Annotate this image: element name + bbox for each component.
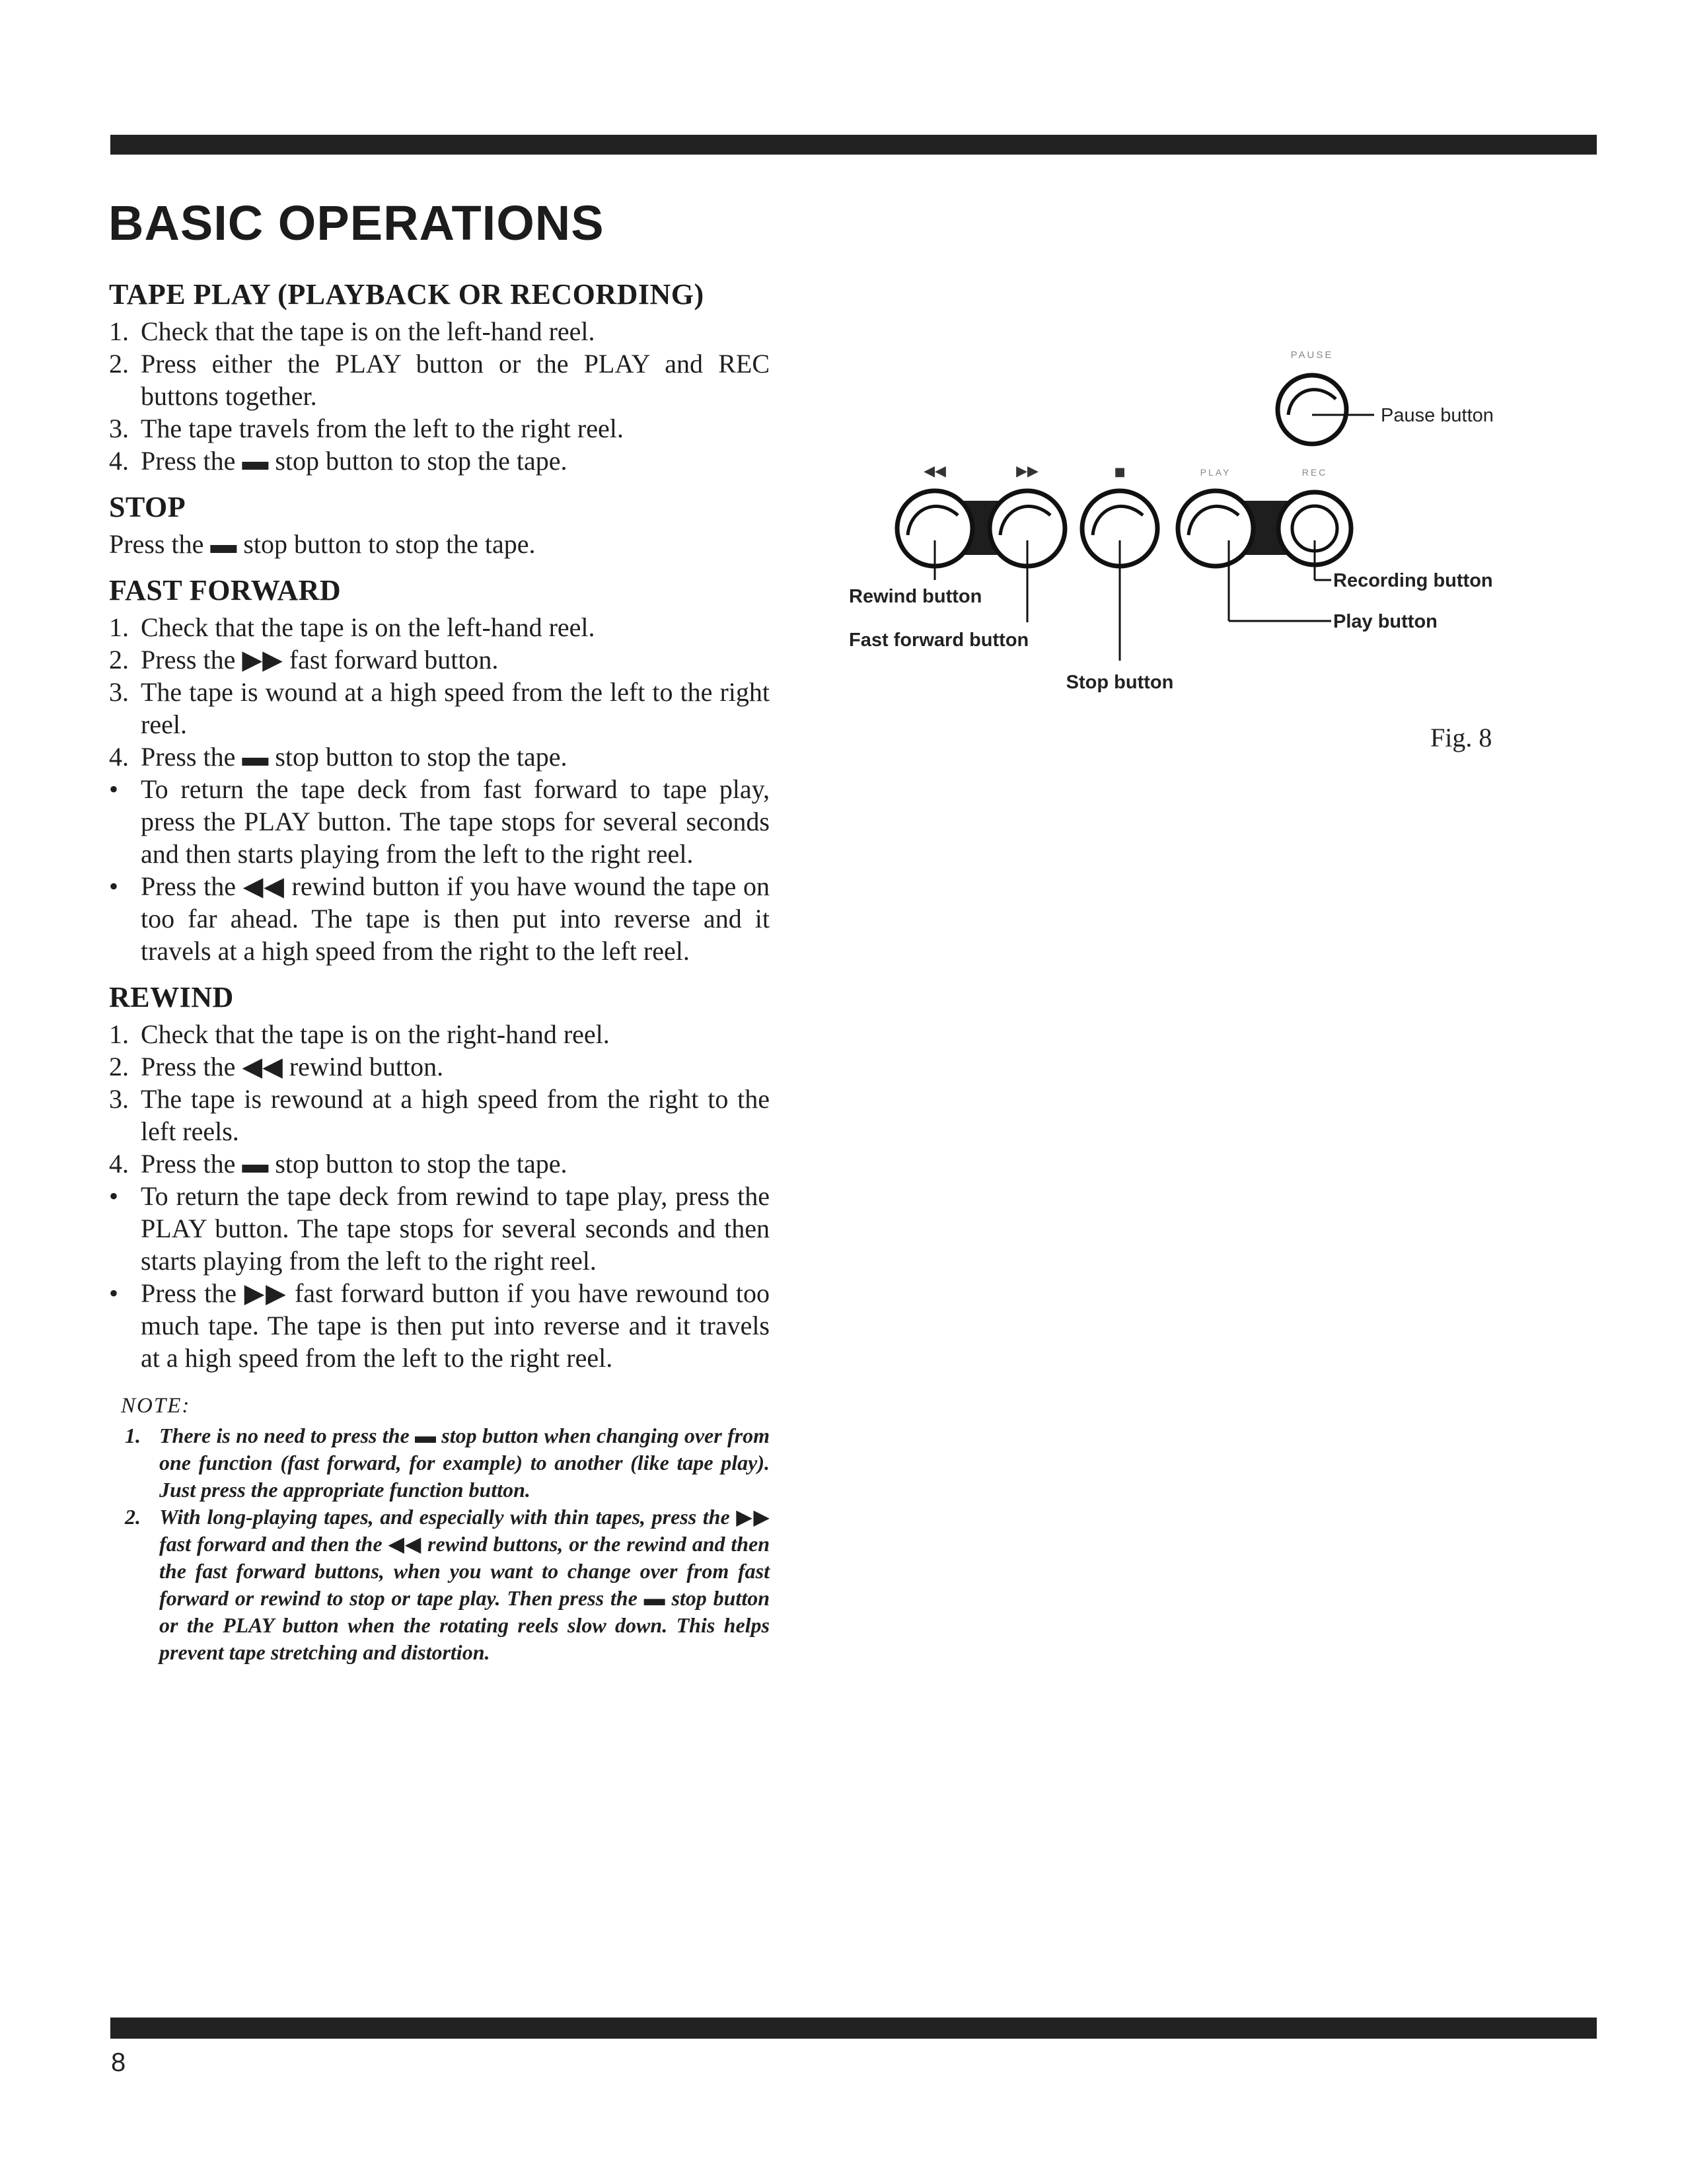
stop-panel-label: ■ [1114,465,1126,479]
list-item: • To return the tape deck from fast forward to tape play, press the PLAY button. The tape stops for several seconds and then starts playing from the left to the right reel. [109,774,770,869]
section-heading-fast-forward: FAST FORWARD [109,574,342,606]
control-panel-diagram [826,330,1553,700]
list-item: 1. Check that the tape is on the right-hand reel. [109,1019,610,1049]
recording-button-callout: Recording button [1333,570,1493,591]
list-item: 4. Press the ▬ stop button to stop the tape. [109,446,567,476]
list-item: 4. Press the ▬ stop button to stop the tape. [109,1149,567,1179]
pause-panel-label: PAUSE [1290,349,1334,361]
list-item: • Press the ◀◀ rewind button if you have wound the tape on too far ahead. The tape is then put into reverse and it travels at a high speed from the right to the left reel. [109,871,770,966]
play-button-callout: Play button [1333,611,1438,632]
page-number: 8 [111,2048,126,2077]
note-block [109,1394,770,1666]
list-item: 3. The tape is wound at a high speed from the left to the right reel. [109,677,770,739]
play-panel-label: PLAY [1200,467,1231,478]
list-item: 1. Check that the tape is on the left-hand reel. [109,316,595,346]
list-item: 3. The tape is rewound at a high speed from the right to the left reels. [109,1084,770,1146]
page-title: BASIC OPERATIONS [108,196,604,250]
rewind-panel-label: ◀◀ [924,463,946,480]
list-item: • To return the tape deck from rewind to tape play, press the PLAY button. The tape stops for several seconds and then starts playing from the left to the right reel. [109,1181,770,1276]
list-item: 1. Check that the tape is on the left-hand reel. [109,612,595,642]
note-heading: NOTE: [121,1394,191,1418]
list-item: 2. Press the ◀◀ rewind button. [109,1052,444,1081]
note-item: 2. With long-playing tapes, and especially with thin tapes, press the ▶▶ fast forward and then the ◀◀ rewind buttons, or the rewind and then the fast forward buttons, when you want to change over from fast forward or rewind to stop or tape play. Then press the ▬ stop button or the PLAY button when the rotating reels slow down. This helps prevent tape stretching and distortion. [125,1505,770,1664]
note-item: 1. There is no need to press the ▬ stop button when changing over from one function (fast forward, for example) to another (like tape play). Just press the appropriate function button. [125,1424,770,1502]
pause-button-graphic [1278,375,1346,444]
top-rule [110,135,1597,155]
main-text-column [109,277,770,1666]
stop-paragraph: Press the ▬ stop button to stop the tape. [109,529,536,559]
section-heading-stop: STOP [109,491,186,523]
rewind-button-callout: Rewind button [849,586,982,607]
list-item: 2. Press either the PLAY button or the PLAY and REC buttons together. [109,349,770,411]
list-item: 3. The tape travels from the left to the right reel. [109,414,624,443]
rec-panel-label: REC [1301,467,1328,478]
figure-caption: Fig. 8 [1430,723,1492,752]
bottom-rule [110,2018,1597,2039]
fast-forward-button-callout: Fast forward button [849,630,1029,651]
section-heading-tape-play: TAPE PLAY (PLAYBACK OR RECORDING) [109,278,704,310]
play-button-graphic [1178,491,1253,566]
fast-forward-panel-label: ▶▶ [1016,463,1039,480]
list-item: 4. Press the ▬ stop button to stop the tape. [109,742,567,772]
list-item: • Press the ▶▶ fast forward button if you have rewound too much tape. The tape is then put into reverse and it travels at a high speed from the left to the right reel. [109,1278,770,1373]
list-item: 2. Press the ▶▶ fast forward button. [109,645,499,674]
section-heading-rewind: REWIND [109,981,234,1013]
pause-button-callout: Pause button [1381,405,1494,426]
stop-button-callout: Stop button [1066,672,1174,693]
